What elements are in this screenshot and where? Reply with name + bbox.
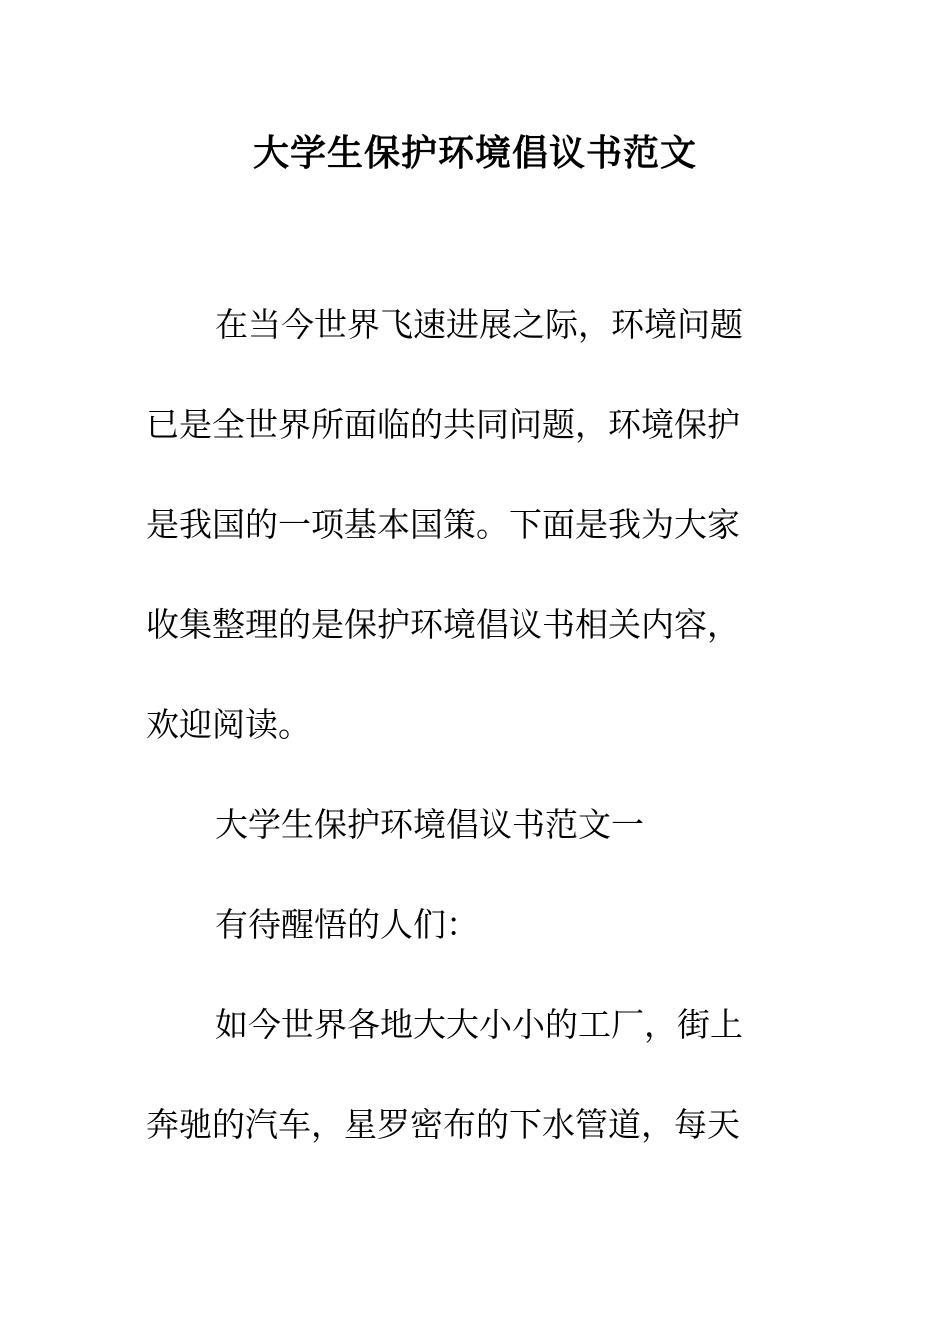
document-title: 大学生保护环境倡议书范文	[252, 132, 697, 174]
salutation: 有待醒悟的人们：	[215, 905, 479, 944]
text-line: 已是全世界所面临的共同问题，环境保护	[146, 405, 740, 444]
text-line: 奔驰的汽车，星罗密布的下水管道，每天	[146, 1105, 740, 1144]
text-line: 收集整理的是保护环境倡议书相关内容，	[146, 605, 740, 644]
text-line: 如今世界各地大大小小的工厂，街上	[215, 1005, 743, 1044]
section-heading: 大学生保护环境倡议书范文一	[215, 805, 644, 844]
text-line: 是我国的一项基本国策。下面是我为大家	[146, 505, 740, 544]
text-line: 在当今世界飞速进展之际，环境问题	[215, 305, 743, 344]
text-line: 欢迎阅读。	[146, 705, 311, 744]
